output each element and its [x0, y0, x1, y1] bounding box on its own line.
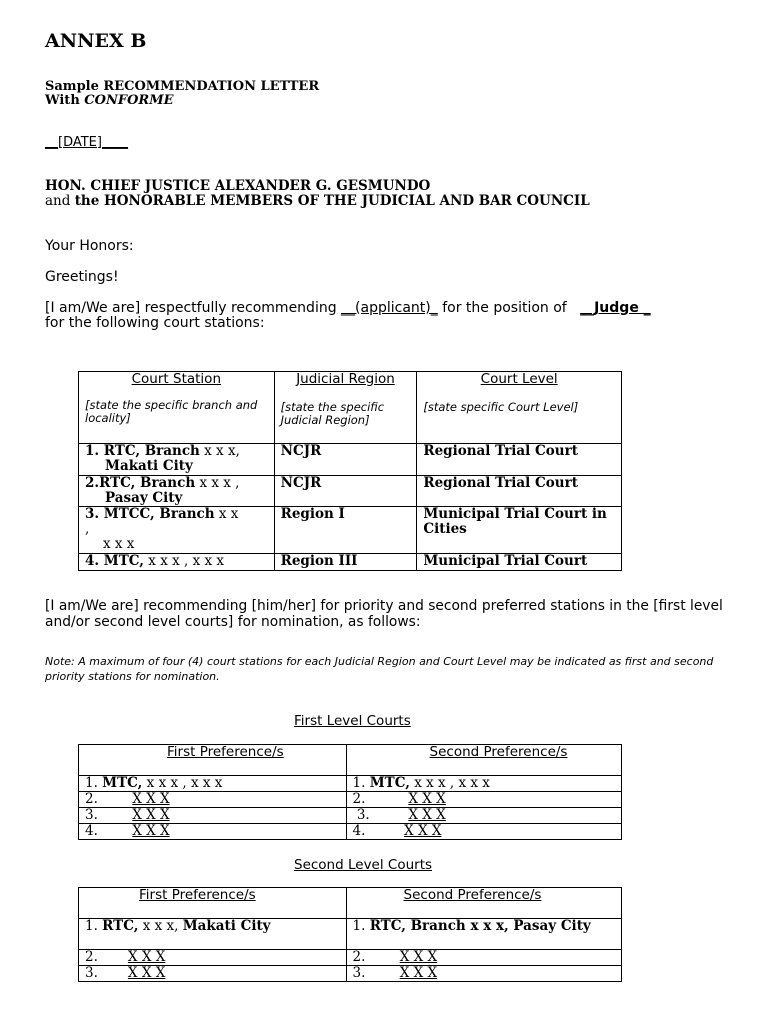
subtitle-line2: With CONFORME [45, 93, 174, 108]
level-cell: Regional Trial Court [417, 444, 622, 476]
level-cell: Municipal Trial Court [417, 554, 622, 571]
first-preference-cell: 3. X X X [79, 808, 347, 824]
table-header-row [79, 745, 622, 776]
station-cell: 4. MTC, x x x , x x x [79, 554, 275, 571]
first-level-title: First Level Courts [294, 713, 411, 729]
greetings: Greetings! [45, 269, 119, 285]
note-text: Note: A maximum of four (4) court stations for each Judicial Region and Court Level may be indicated as first and second priority stations for nomination. [45, 655, 714, 683]
salutation: Your Honors: [45, 238, 134, 254]
table-row [79, 824, 622, 840]
header-first-preference: First Preference/s [79, 888, 347, 919]
second-preference-cell: 3. X X X [346, 808, 621, 824]
second-preference-cell: 3. X X X [346, 966, 621, 982]
station-cell: 3. MTCC, Branch x x , x x x [79, 507, 275, 554]
region-cell: NCJR [274, 476, 417, 507]
header-court-level: Court Level [state specific Court Level] [417, 372, 622, 444]
table-row [79, 507, 622, 554]
second-preference-cell: 2. X X X [346, 792, 621, 808]
applicant-blank: __(applicant)_ [341, 300, 438, 316]
paragraph1-line1: [I am/We are] respectfully recommending __(applicant)_ for the position of __Judge _ [45, 300, 651, 316]
table-row [79, 554, 622, 571]
table-row [79, 950, 622, 966]
first-preference-cell: 2. X X X [79, 792, 347, 808]
date-line: __[DATE]____ [45, 135, 128, 150]
second-preference-cell: 1. RTC, Branch x x x, Pasay City [346, 919, 621, 950]
table-row [79, 808, 622, 824]
table-row [79, 476, 622, 507]
annex-title: ANNEX B [45, 30, 147, 52]
paragraph1-line2: for the following court stations: [45, 315, 265, 331]
header-first-preference: First Preference/s [79, 745, 347, 776]
header-second-preference: Second Preference/s [346, 745, 621, 776]
second-level-table [78, 887, 622, 982]
header-second-preference: Second Preference/s [346, 888, 621, 919]
table-header-row [79, 372, 622, 444]
first-level-table [78, 744, 622, 840]
second-preference-cell: 2. X X X [346, 950, 621, 966]
table-row [79, 919, 622, 950]
station-cell: 1. RTC, Branch x x x, Makati City [79, 444, 275, 476]
second-preference-cell: 1. MTC, x x x , x x x [346, 776, 621, 792]
table-header-row [79, 888, 622, 919]
table-row [79, 776, 622, 792]
first-preference-cell: 3. X X X [79, 966, 347, 982]
region-cell: Region III [274, 554, 417, 571]
first-preference-cell: 2. X X X [79, 950, 347, 966]
subtitle-line1: Sample RECOMMENDATION LETTER [45, 79, 320, 94]
table-row [79, 444, 622, 476]
second-level-title: Second Level Courts [294, 857, 433, 873]
header-judicial-region: Judicial Region [state the specific Judicial Region] [274, 372, 417, 444]
header-court-station: Court Station [state the specific branch and locality] [79, 372, 275, 444]
addressee-line2: and the HONORABLE MEMBERS OF THE JUDICIAL AND BAR COUNCIL [45, 193, 590, 209]
region-cell: NCJR [274, 444, 417, 476]
second-preference-cell: 4. X X X [346, 824, 621, 840]
first-preference-cell: 1. RTC, x x x, Makati City [79, 919, 347, 950]
first-preference-cell: 4. X X X [79, 824, 347, 840]
addressee-line1: HON. CHIEF JUSTICE ALEXANDER G. GESMUNDO [45, 178, 431, 194]
court-stations-table [78, 371, 622, 571]
paragraph2: [I am/We are] recommending [him/her] for priority and second preferred stations in the [first level and/or second level courts] for nomination, as follows: [45, 598, 723, 630]
conforme-word: CONFORME [84, 93, 174, 108]
station-cell: 2.RTC, Branch x x x , Pasay City [79, 476, 275, 507]
table-row [79, 792, 622, 808]
level-cell: Municipal Trial Court in Cities [417, 507, 622, 554]
region-cell: Region I [274, 507, 417, 554]
table-row [79, 966, 622, 982]
level-cell: Regional Trial Court [417, 476, 622, 507]
position-blank: __Judge _ [580, 300, 651, 316]
first-preference-cell: 1. MTC, x x x , x x x [79, 776, 347, 792]
